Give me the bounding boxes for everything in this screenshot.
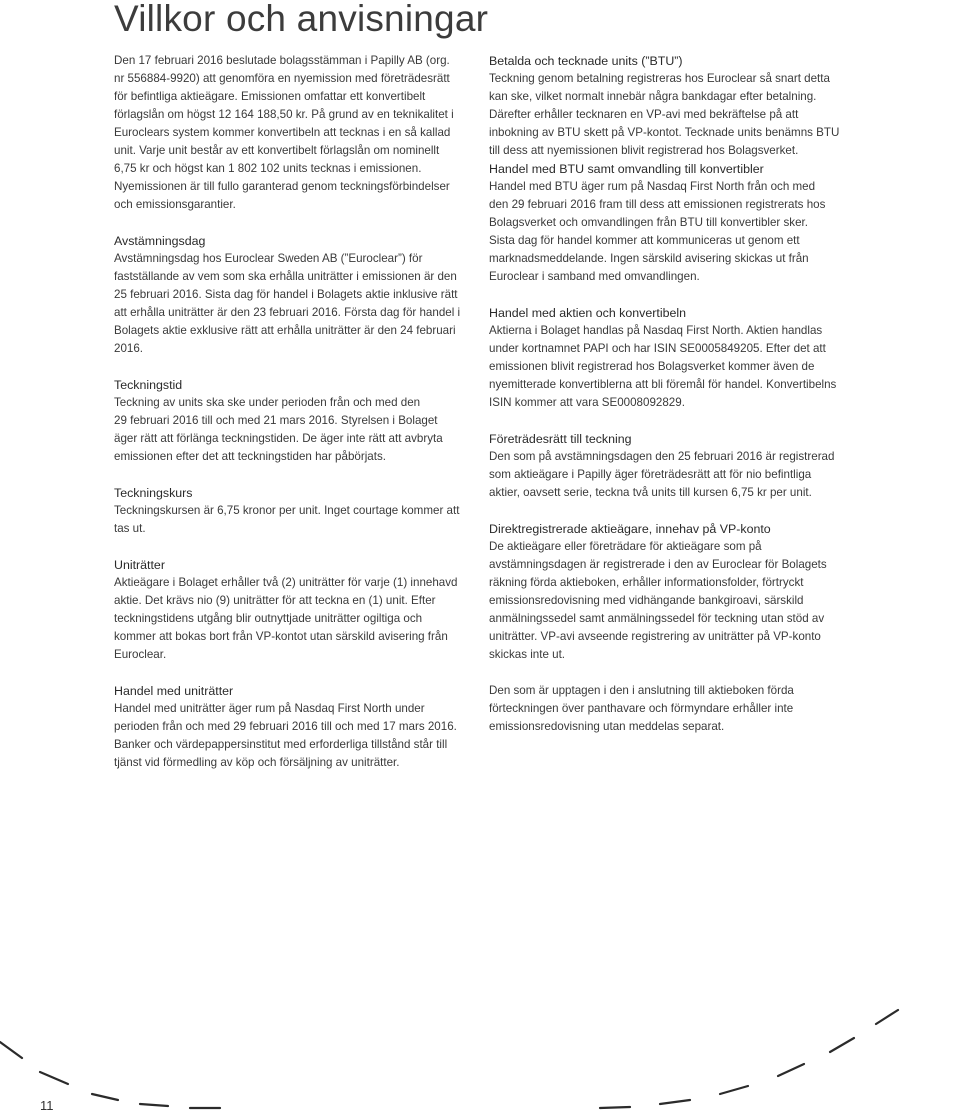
section-btu: [489, 52, 847, 160]
section-body: Handel med BTU äger rum på Nasdaq First North från och med den 29 februari 2016 fram till dess att emissionen registrerats hos Bolagsverket och omvandlingen från BTU till konvertibler sker. Sista dag för handel kommer att kommuniceras ut genom ett marknadsmeddelande. Ingen särskild avisering skickas ut från Euroclear i samband med omvandlingen.: [489, 180, 826, 283]
section-heading: Uniträtter: [114, 558, 165, 572]
section-body: Den 17 februari 2016 beslutade bolagsstämman i Papilly AB (org. nr 556884-9920) att genomföra en nyemission med företrädesrätt för befintliga aktieägare. Emissionen omfattar ett konvertibelt förlagslån om högst 12 164 188,50 kr. På grund av en teknikalitet i Euroclears system kommer konvertibeln att tecknas i en så kallad unit. Varje unit består av ett konvertibelt förlagslån om nominellt 6,75 kr och högst kan 1 802 102 units tecknas i emissionen. Nyemissionen är till fullo garanterad genom teckningsförbindelser och emissionsgarantier.: [114, 54, 454, 211]
section-heading: Avstämningsdag: [114, 234, 206, 248]
section-avstamningsdag: [114, 232, 470, 358]
section-body: Den som på avstämningsdagen den 25 februari 2016 är registrerad som aktieägare i Papilly äger företrädesrätt att för nio befintliga aktier, oavsett serie, teckna två units till kursen 6,75 kr per unit.: [489, 450, 835, 499]
section-panthavare: [489, 682, 847, 736]
page-title: Villkor och anvisningar: [114, 0, 489, 39]
section-teckningstid: [114, 376, 470, 466]
section-body: De aktieägare eller företrädare för aktieägare som på avstämningsdagen är registrerade i den av Euroclear för Bolagets räkning förda aktieboken, erhåller informationsfolder, förtryckt emissionsredovisning med vidhängande bankgiroavi, särskild anmälningssedel samt anmälningssedel för teckning utan stöd av uniträtter. VP-avi avseende registrering av uniträtter på VP-konto skickas inte ut.: [489, 540, 827, 661]
section-body: Teckning genom betalning registreras hos Euroclear så snart detta kan ske, vilket normalt innebär några bankdagar efter betalning. Därefter erhåller tecknaren en VP-avi med bekräftelse på att inbokning av BTU skett på VP-kontot. Tecknade units benämns BTU till dess att nyemissionen blivit registrerad hos Bolagsverket.: [489, 72, 840, 157]
section-body: Avstämningsdag hos Euroclear Sweden AB (”Euroclear”) för fastställande av vem som ska erhålla uniträtter i emissionen är den 25 februari 2016. Sista dag för handel i Bolagets aktie inklusive rätt att erhålla uniträtter är den 23 februari 2016. Första dag för handel i Bolagets aktie exklusive rätt att erhålla uniträtter är den 24 februari 2016.: [114, 252, 461, 355]
section-heading: Teckningstid: [114, 378, 183, 392]
section-direktregistrerade: [489, 520, 847, 664]
section-body: Handel med uniträtter äger rum på Nasdaq First North under perioden från och med 29 februari 2016 till och med 17 mars 2016. Banker och värdepappersinstitut med erforderliga tillstånd står till tjänst vid förmedling av köp och försäljning av uniträtter.: [114, 702, 457, 769]
section-teckningskurs: [114, 484, 470, 538]
section-unitratter: [114, 556, 470, 664]
left-column: [114, 52, 470, 790]
section-body: Aktieägare i Bolaget erhåller två (2) uniträtter för varje (1) innehavd aktie. Det krävs nio (9) uniträtter för att teckna en (1) unit. Efter teckningstidens utgång blir outnyttjade uniträtter ogiltiga och kommer att bokas bort från VP-kontot utan särskild avisering från Euroclear.: [114, 576, 458, 661]
section-heading: Handel med uniträtter: [114, 684, 234, 698]
section-body: Den som är upptagen i den i anslutning till aktieboken förda förteckningen över panthavare och förmyndare erhåller inte emissionsredovisning utan meddelas separat.: [489, 684, 794, 733]
section-handel-med-aktien: [489, 304, 847, 412]
section-heading: Handel med aktien och konvertibeln: [489, 306, 686, 320]
section-handel-med-unitratter: [114, 682, 470, 772]
right-column: [489, 52, 847, 754]
section-heading: Teckningskurs: [114, 486, 193, 500]
section-heading: Företrädesrätt till teckning: [489, 432, 632, 446]
section-body: Teckningskursen är 6,75 kronor per unit. Inget courtage kommer att tas ut.: [114, 504, 460, 535]
section-body: Teckning av units ska ske under perioden från och med den 29 februari 2016 till och med 21 mars 2016. Styrelsen i Bolaget äger rätt att förlänga teckningstiden. De äger inte rätt att avbryta emissionen efter det att teckningstiden har påbörjats.: [114, 396, 443, 463]
section-handel-med-btu: [489, 160, 847, 286]
section-foretradesratt: [489, 430, 847, 502]
section-heading: Betalda och tecknade units (”BTU”): [489, 54, 683, 68]
section-body: Aktierna i Bolaget handlas på Nasdaq First North. Aktien handlas under kortnamnet PAPI och har ISIN SE0005849205. Efter det att emissionen blivit registrerad hos Bolagsverket kommer även de nyemitterade konvertiblerna att bli föremål för handel. Konvertibelns ISIN kommer att vara SE0008092829.: [489, 324, 837, 409]
section-intro: [114, 52, 470, 214]
section-heading: Handel med BTU samt omvandling till konvertibler: [489, 162, 764, 176]
section-heading: Direktregistrerade aktieägare, innehav på VP-konto: [489, 522, 771, 536]
dashed-arc-decoration: [0, 1000, 960, 1112]
page-number: 11: [40, 1098, 54, 1113]
